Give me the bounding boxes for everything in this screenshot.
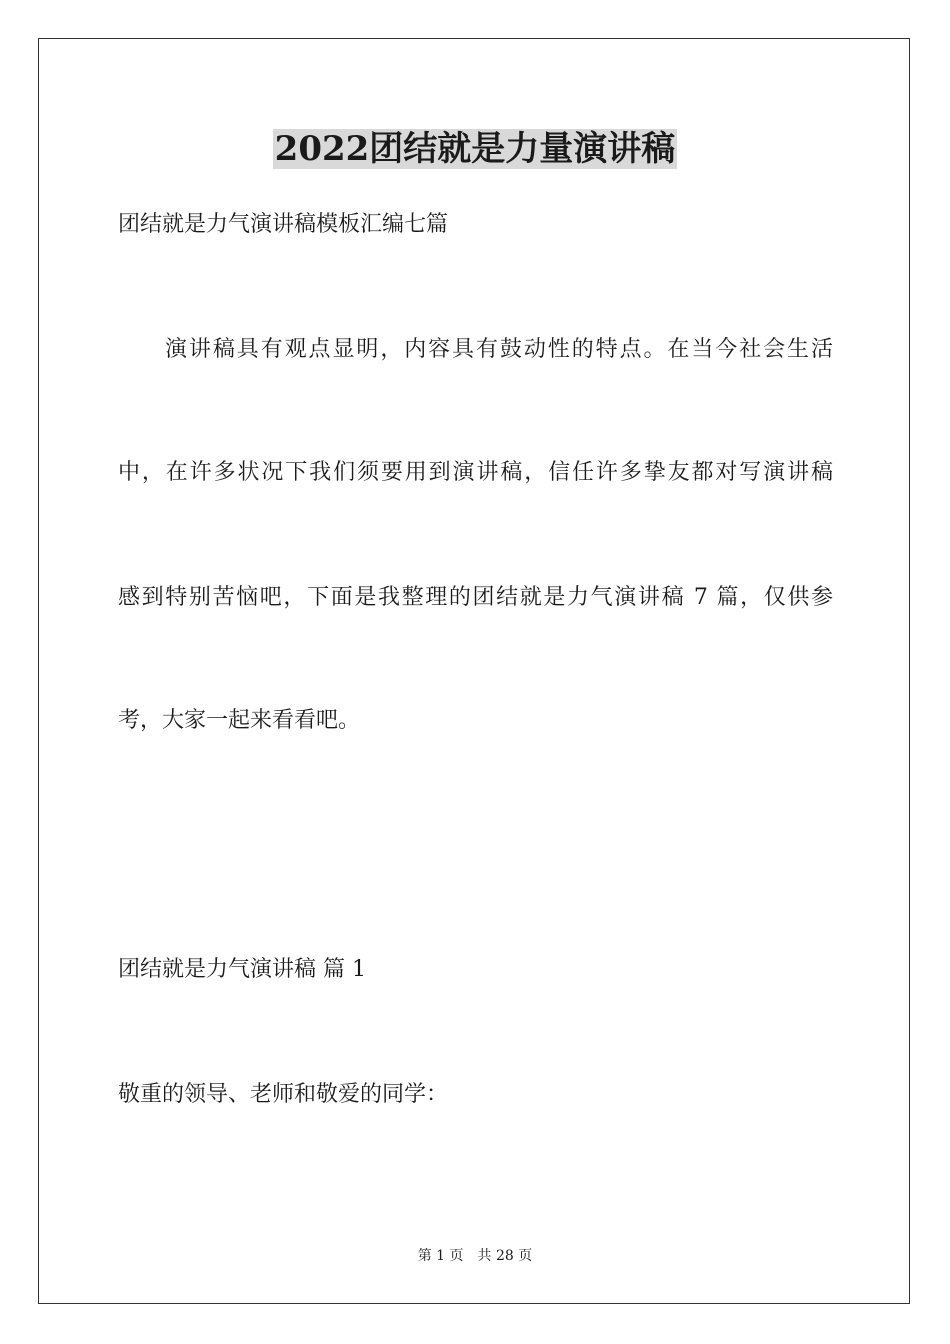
document-title-text: 2022团结就是力量演讲稿 [274,129,676,169]
document-title [0,127,950,171]
total-pages: 共 28 页 [477,1248,533,1264]
current-page: 第 1 页 [417,1248,464,1264]
intro-line-2: 中，在许多状况下我们须要用到演讲稿，信任许多挚友都对写演讲稿 [118,460,833,485]
intro-line-1: 演讲稿具有观点显明，内容具有鼓动性的特点。在当今社会生活 [165,337,833,362]
section-heading: 团结就是力气演讲稿 篇 1 [118,957,366,982]
intro-line-4: 考，大家一起来看看吧。 [118,708,361,733]
greeting: 敬重的领导、老师和敬爱的同学： [118,1082,449,1107]
intro-line-3: 感到特别苦恼吧，下面是我整理的团结就是力气演讲稿 7 篇，仅供参 [118,585,833,610]
document-subtitle: 团结就是力气演讲稿模板汇编七篇 [118,212,449,237]
page-footer [0,1246,950,1266]
